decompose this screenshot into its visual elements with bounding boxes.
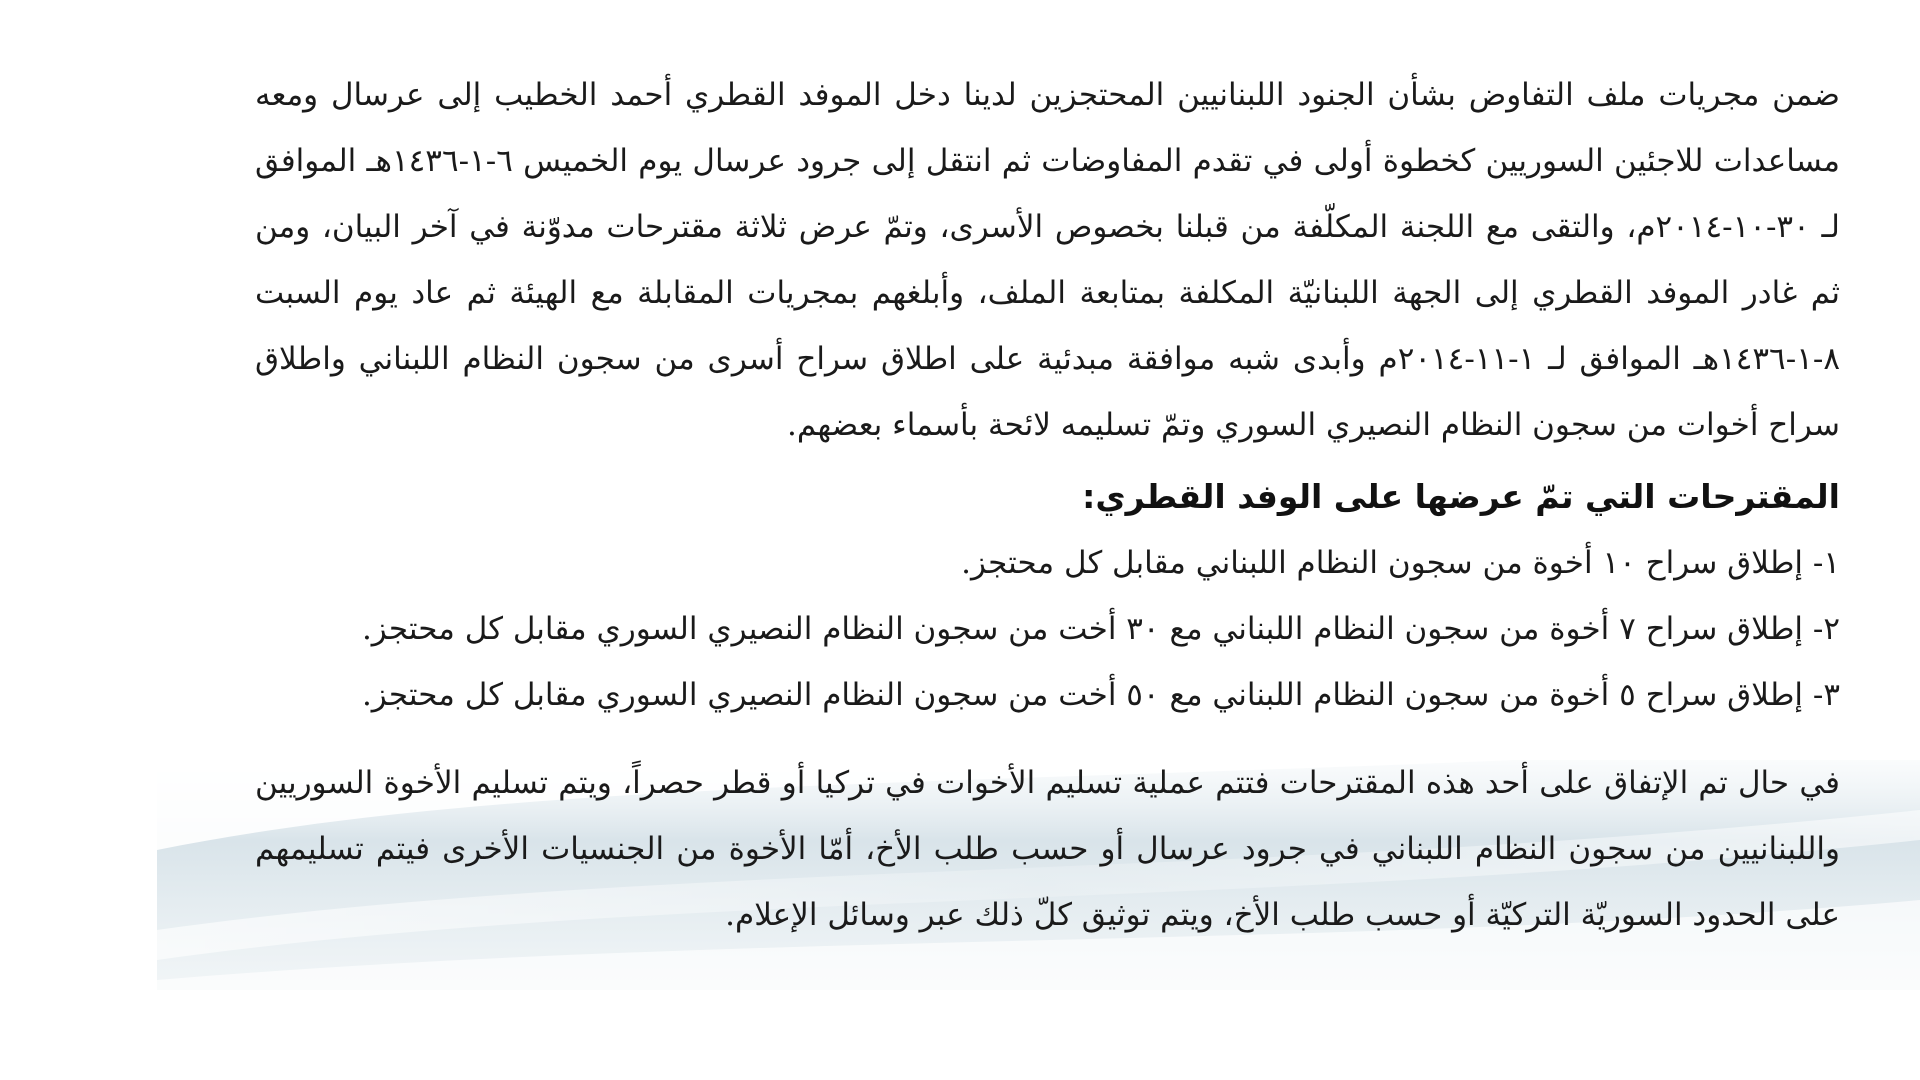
document-body xyxy=(255,62,1840,948)
closing-paragraph: في حال تم الإتفاق على أحد هذه المقترحات فتتم عملية تسليم الأخوات في تركيا أو قطر حصراً، ويتم تسليم الأخوة السوريين واللبنانيين من سجون النظام اللبناني في جرود عرسال أو حسب طلب الأخ، أمّا الأخوة من الجنسيات الأخرى فيتم تسليمهم على الحدود السوريّة التركيّة أو حسب طلب الأخ، ويتم توثيق كلّ ذلك عبر وسائل الإعلام. xyxy=(255,765,1840,933)
proposals-heading: المقترحات التي تمّ عرضها على الوفد القطري: xyxy=(1082,477,1840,516)
proposals-list xyxy=(255,530,1840,728)
proposal-item-1: ١- إطلاق سراح ١٠ أخوة من سجون النظام اللبناني مقابل كل محتجز. xyxy=(961,545,1840,581)
proposal-item-2: ٢- إطلاق سراح ٧ أخوة من سجون النظام اللبناني مع ٣٠ أخت من سجون النظام النصيري السوري مقابل كل محتجز. xyxy=(361,611,1840,647)
intro-paragraph: ضمن مجريات ملف التفاوض بشأن الجنود اللبنانيين المحتجزين لدينا دخل الموفد القطري أحمد الخطيب إلى عرسال ومعه مساعدات للاجئين السوريين كخطوة أولى في تقدم المفاوضات ثم انتقل إلى جرود عرسال يوم الخميس ٦-١-١٤٣٦هـ الموافق لـ ٣٠-١٠-٢٠١٤م، والتقى مع اللجنة المكلّفة من قبلنا بخصوص الأسرى، وتمّ عرض ثلاثة مقترحات مدوّنة في آخر البيان، ومن ثم غادر الموفد القطري إلى الجهة اللبنانيّة المكلفة بمتابعة الملف، وأبلغهم بمجريات المقابلة مع الهيئة ثم عاد يوم السبت ٨-١-١٤٣٦هـ الموافق لـ ١-١١-٢٠١٤م وأبدى شبه موافقة مبدئية على اطلاق سراح أسرى من سجون النظام اللبناني واطلاق سراح أخوات من سجون النظام النصيري السوري وتمّ تسليمه لائحة بأسماء بعضهم. xyxy=(255,77,1840,443)
proposal-item-3: ٣- إطلاق سراح ٥ أخوة من سجون النظام اللبناني مع ٥٠ أخت من سجون النظام النصيري السوري مقابل كل محتجز. xyxy=(361,677,1840,713)
